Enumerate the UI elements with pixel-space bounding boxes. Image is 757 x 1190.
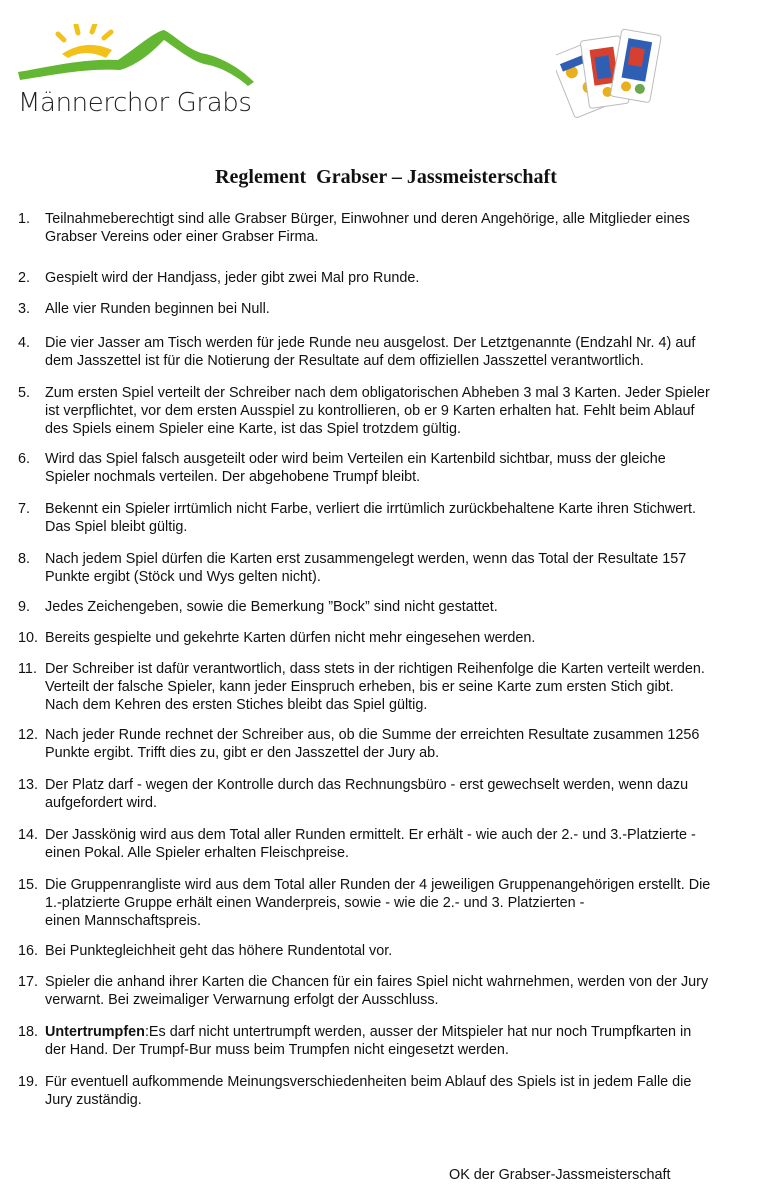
list-item-text: Jedes Zeichengeben, sowie die Bemerkung ”Bock” sind nicht gestattet. bbox=[45, 599, 498, 615]
list-item-text: Der Platz darf - wegen der Kontrolle durch das Rechnungsbüro - erst gewechselt werden, wenn dazu aufgefordert wird. bbox=[45, 777, 689, 811]
list-item-text: Die Gruppenrangliste wird aus dem Total aller Runden der 4 jeweiligen Gruppenangehörigen erstellt. Die 1.-platzierte Gruppe erhält einen Wanderpreis, sowie - wie die 2.- und 3. Platzierten - einen Mannschaftspreis. bbox=[45, 877, 711, 929]
list-item-text bbox=[45, 1023, 754, 1059]
page-title: Reglement Grabser – Jassmeisterschaft bbox=[215, 166, 557, 188]
list-item-text: Der Jasskönig wird aus dem Total aller Runden ermittelt. Er erhält - wie auch der 2.- und 3.-Platzierte - einen Pokal. Alle Spieler erhalten Fleischpreise. bbox=[45, 827, 696, 861]
list-item-text: Für eventuell aufkommende Meinungsverschiedenheiten beim Ablauf des Spiels ist in jedem Falle die Jury zuständig. bbox=[45, 1074, 692, 1108]
list-item-number: 17. bbox=[18, 974, 39, 990]
list-item bbox=[18, 660, 754, 714]
list-item-number: 11. bbox=[18, 661, 37, 677]
list-item-number: 8. bbox=[18, 551, 31, 567]
list-item-text: Teilnahmeberechtigt sind alle Grabser Bürger, Einwohner und deren Angehörige, alle Mitglieder eines Grabser Vereins oder einer Grabser Firma. bbox=[45, 211, 690, 245]
list-item-text: Bekennt ein Spieler irrtümlich nicht Farbe, verliert die irrtümlich zurückbehaltene Karte ihren Stichwert. Das Spiel bleibt gültig. bbox=[45, 501, 697, 535]
list-item bbox=[18, 942, 754, 960]
list-item bbox=[18, 210, 754, 246]
list-item bbox=[18, 826, 754, 862]
list-item-number: 3. bbox=[18, 301, 31, 317]
list-item-number: 10. bbox=[18, 630, 39, 646]
list-item-number: 18. bbox=[18, 1024, 39, 1040]
list-item-text: Bereits gespielte und gekehrte Karten dürfen nicht mehr eingesehen werden. bbox=[45, 630, 536, 646]
list-item-text: Bei Punktegleichheit geht das höhere Rundentotal vor. bbox=[45, 943, 393, 959]
list-item-number: 6. bbox=[18, 451, 31, 467]
list-item bbox=[18, 1023, 754, 1059]
list-item bbox=[18, 334, 754, 370]
list-item-text: Nach jedem Spiel dürfen die Karten erst zusammengelegt werden, wenn das Total der Resultate 157 Punkte ergibt (Stöck und Wys gelten nicht). bbox=[45, 551, 687, 585]
list-item-text: Wird das Spiel falsch ausgeteilt oder wird beim Verteilen ein Kartenbild sichtbar, muss der gleiche Spieler nochmals verteilen. Der abgehobene Trumpf bleibt. bbox=[45, 451, 666, 485]
list-item-text: Der Schreiber ist dafür verantwortlich, dass stets in der richtigen Reihenfolge die Karten verteilt werden. Verteilt der falsche Spieler, kann jeder Einspruch erheben, bis er seine Karte zum ersten Stich gibt. Nach dem Kehren des ersten Stiches bleibt das Spiel gültig. bbox=[45, 661, 705, 713]
list-item-number: 19. bbox=[18, 1074, 39, 1090]
list-item-number: 5. bbox=[18, 385, 31, 401]
list-item bbox=[18, 973, 754, 1009]
list-item bbox=[18, 776, 754, 812]
list-item-text: Gespielt wird der Handjass, jeder gibt zwei Mal pro Runde. bbox=[45, 270, 420, 286]
list-item bbox=[18, 726, 754, 762]
list-item bbox=[18, 598, 754, 616]
list-item-number: 15. bbox=[18, 877, 39, 893]
list-item bbox=[18, 384, 754, 438]
list-item bbox=[18, 300, 754, 318]
list-item-number: 12. bbox=[18, 727, 39, 743]
sun-and-hills-icon bbox=[14, 24, 264, 94]
list-item-text: Die vier Jasser am Tisch werden für jede Runde neu ausgelost. Der Letztgenannte (Endzahl Nr. 4) auf dem Jasszettel ist für die Notierung der Resultate auf dem offiziellen Jasszettel verantwortlich. bbox=[45, 335, 696, 369]
list-item-number: 14. bbox=[18, 827, 39, 843]
footer-signature: OK der Grabser-Jassmeisterschaft bbox=[449, 1167, 671, 1183]
list-item-number: 4. bbox=[18, 335, 31, 351]
list-item-number: 16. bbox=[18, 943, 39, 959]
list-item bbox=[18, 629, 754, 647]
choir-logo bbox=[14, 24, 264, 124]
list-item-number: 2. bbox=[18, 270, 31, 286]
list-item bbox=[18, 550, 754, 586]
list-item bbox=[18, 876, 754, 930]
list-item bbox=[18, 269, 754, 287]
list-item-keyword: Untertrumpfen bbox=[45, 1024, 145, 1040]
list-item-text: Zum ersten Spiel verteilt der Schreiber nach dem obligatorischen Abheben 3 mal 3 Karten. Jeder Spieler ist verpflichtet, vor dem ersten Ausspiel zu kontrollieren, ob er 9 Karten erhalten hat. Fehlt beim Ablauf des Spiels einem Spieler eine Karte, ist das Spiel trotzdem gültig. bbox=[45, 385, 710, 437]
list-item-number: 7. bbox=[18, 501, 31, 517]
jass-cards-icon bbox=[556, 26, 668, 122]
list-item-text: Spieler die anhand ihrer Karten die Chancen für ein faires Spiel nicht wahrnehmen, werden von der Jury verwarnt. Bei zweimaliger Verwarnung erfolgt der Ausschluss. bbox=[45, 974, 709, 1008]
logo-text: Männerchor Grabs bbox=[18, 88, 252, 118]
list-item-number: 9. bbox=[18, 599, 31, 615]
list-item-text: Alle vier Runden beginnen bei Null. bbox=[45, 301, 270, 317]
list-item-number: 13. bbox=[18, 777, 39, 793]
list-item-number: 1. bbox=[18, 211, 31, 227]
list-item bbox=[18, 450, 754, 486]
list-item-text: Nach jeder Runde rechnet der Schreiber aus, ob die Summe der erreichten Resultate zusammen 1256 Punkte ergibt. Trifft dies zu, gibt er den Jasszettel der Jury ab. bbox=[45, 727, 700, 761]
list-item bbox=[18, 1073, 754, 1109]
list-item-body: :Es darf nicht untertrumpft werden, ausser der Mitspieler hat nur noch Trumpfkarten in der Hand. Der Trumpf-Bur muss beim Trumpfen nicht eingesetzt werden. bbox=[45, 1024, 692, 1058]
list-item bbox=[18, 500, 754, 536]
